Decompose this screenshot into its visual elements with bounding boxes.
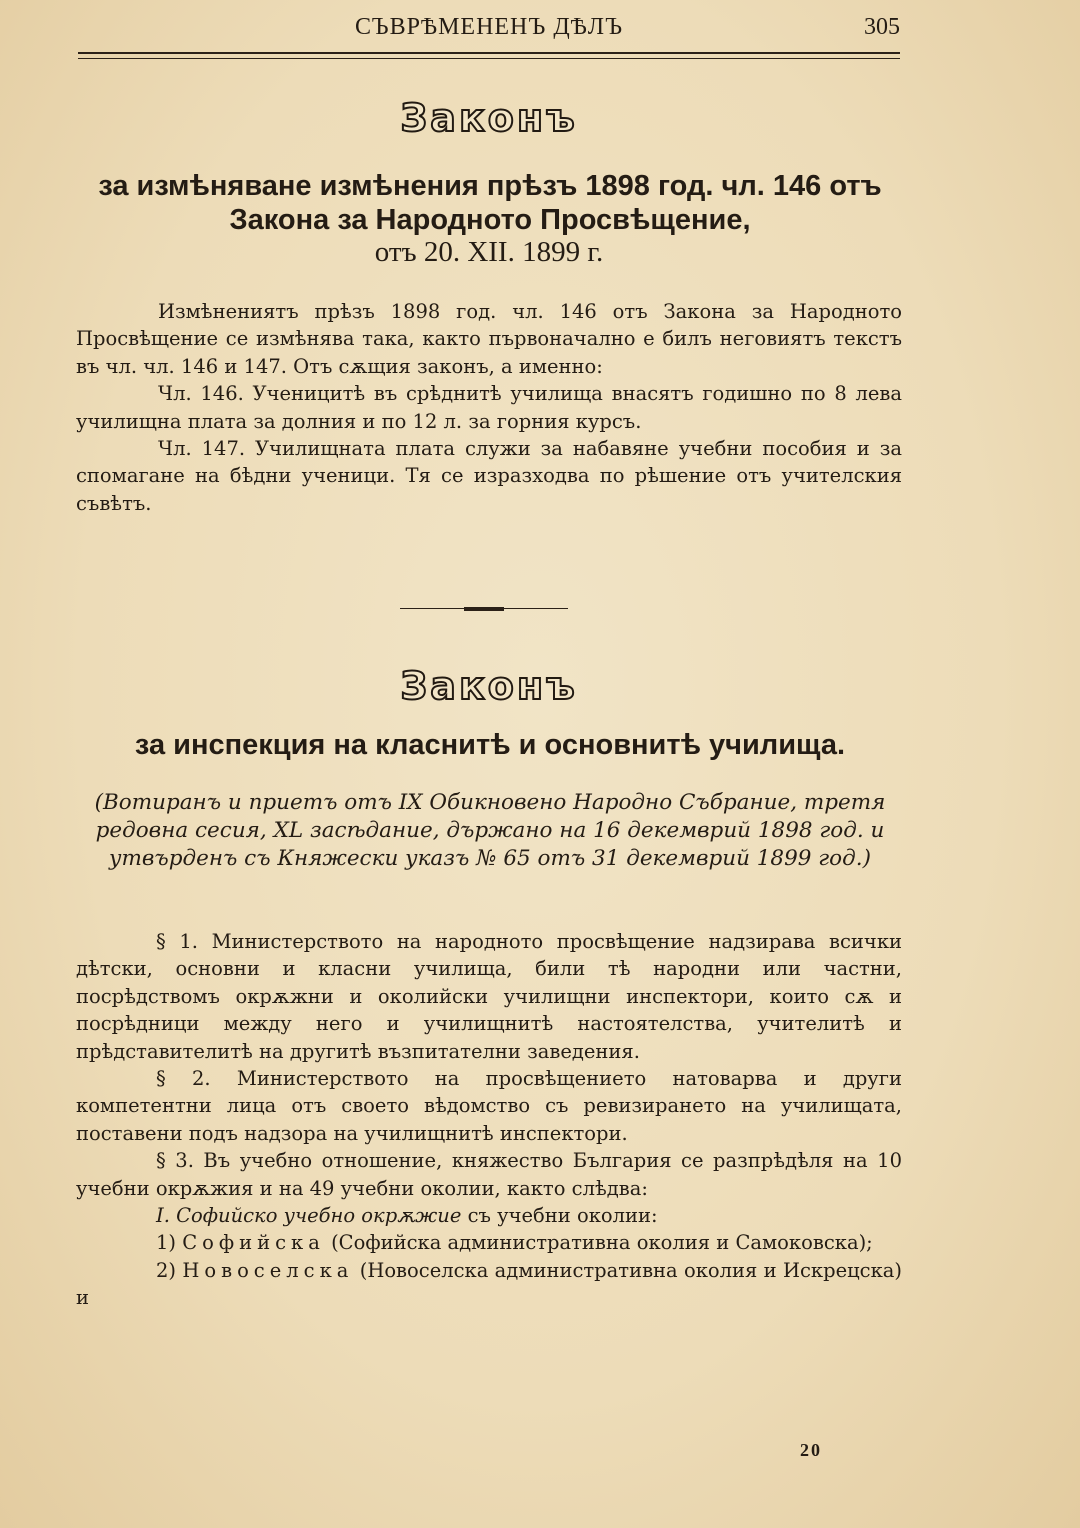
district-item-2 bbox=[76, 1257, 902, 1312]
law2-body bbox=[76, 928, 902, 1312]
running-head bbox=[78, 14, 900, 48]
law2-note: (Вотиранъ и приетъ отъ IX Обикновено Народно Събрание, третя редовна сесия, XL засѣдание, държано на 16 декемврий 1898 год. и утвърденъ съ Княжески указъ № 65 отъ 31 декемврий 1899 год.) bbox=[94, 790, 886, 871]
law1-body bbox=[76, 298, 902, 517]
district-item-1 bbox=[76, 1229, 902, 1256]
item-name: Новоселска bbox=[182, 1258, 354, 1282]
law1-title: Законъ bbox=[400, 96, 578, 140]
law2-heading: за инспекция на класнитѣ и основнитѣ училища. bbox=[134, 729, 846, 761]
law1-heading-line2: Закона за Народното Просвѣщение, bbox=[229, 204, 751, 236]
header-rule bbox=[78, 52, 900, 54]
paragraph-1: § 1. Министерството на народното просвѣщение надзирава всички дѣтски, основни и класни училища, били тѣ народни или частни, посрѣдствомъ окрѫжни и околийски училищни инспектори, които сѫ и посрѣдници между него и училищнитѣ настоятелства, учителитѣ и прѣдставителитѣ на другитѣ възпитателни заведения. bbox=[76, 930, 902, 1063]
page-number: 305 bbox=[864, 14, 900, 40]
item-text: (Софийска административна околия и Самоковска); bbox=[324, 1231, 873, 1255]
law1-article-146: Чл. 146. Ученицитѣ въ срѣднитѣ училища внасятъ годишно по 8 лева училищна плата за долния и по 12 л. за горния курсъ. bbox=[76, 382, 902, 433]
paragraph-3: § 3. Въ учебно отношение, княжество България се разпрѣдѣля на 10 учебни окрѫжия и на 49 учебни околии, както слѣдва: bbox=[76, 1149, 902, 1200]
section-divider bbox=[400, 607, 568, 611]
item-name: Софийска bbox=[182, 1231, 325, 1255]
item-number: 2) bbox=[156, 1258, 183, 1282]
item-number: 1) bbox=[156, 1231, 183, 1255]
law1-paragraph: Измѣнениятъ прѣзъ 1898 год. чл. 146 отъ Закона за Народното Просвѣщение се измѣнява така, както първоначално е билъ неговиятъ текстъ въ чл. чл. 146 и 147. Отъ сѫщия законъ, а именно: bbox=[76, 300, 902, 378]
item-text: (Новоселска административна околия и Искрецска) и bbox=[76, 1258, 902, 1310]
signature-mark: 20 bbox=[800, 1440, 822, 1460]
district-heading bbox=[76, 1202, 902, 1229]
law1-heading-date: отъ 20. XII. 1899 г. bbox=[374, 236, 604, 268]
law2-title: Законъ bbox=[400, 664, 578, 708]
law1-heading-line1: за измѣняване измѣнения прѣзъ 1898 год. чл. 146 отъ bbox=[98, 170, 882, 202]
district-name: I. Софийско учебно окрѫжие bbox=[156, 1204, 462, 1228]
running-title: СЪВРѢМЕНЕНЪ ДѢЛЪ bbox=[354, 14, 624, 40]
law1-article-147: Чл. 147. Училищната плата служи за набавяне учебни пособия и за спомагане на бѣдни ученици. Тя се изразходва по рѣшение отъ учителския съвѣтъ. bbox=[76, 437, 902, 515]
paragraph-2: § 2. Министерството на просвѣщението натоварва и други компетентни лица отъ своето вѣдомство съ ревизирането на училищата, поставени подъ надзора на училищнитѣ инспектори. bbox=[76, 1067, 902, 1145]
district-suffix: съ учебни околии: bbox=[461, 1204, 658, 1228]
header-rule-thin bbox=[78, 58, 900, 59]
